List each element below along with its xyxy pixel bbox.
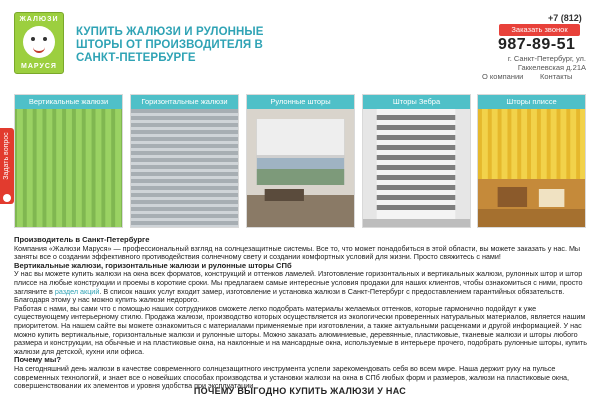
blinds-paragraph-text-a: У нас вы можете купить жалюзи на окна всех форматов, конструкций и оттенков ламелей. Изготовление горизонтальных и вертикальных жалюзи, рулонных штор и штор плиссе на любые конструкции и проемы в короткие сроки. Мы предлагаем самые интересные условия продажи для наших клиентов, чтобы ознакомиться с ними, просто загляните в: [14, 269, 583, 296]
address-line-2: Гаккелевская д.21А: [517, 62, 586, 72]
category-pleated-blinds[interactable]: [477, 94, 586, 228]
logo-text-top: ЖАЛЮЗИ: [19, 16, 59, 23]
logo-text-bottom: МАРУСЯ: [21, 63, 57, 70]
main-content: [14, 236, 588, 391]
phone-number: 987-89-51: [498, 36, 576, 53]
section-heading-why-us: Почему мы?: [14, 355, 62, 365]
roller-blinds-image: [247, 109, 354, 228]
section-heading-producer: Производитель в Санкт-Петербурге: [14, 235, 150, 244]
why-us-paragraph: На сегодняшний день жалюзи в качестве современного солнцезащитного инструмента успели зарекомендовать себя во всем мире. Наша держит руку на пульсе современных технологий, и знает все о новейших способах производства и установки жалюзи на окна в СПб любых форм и размеров, жалюзи на пластиковые окна, совершенствовании их элементов и уровня удобства при эксплуатации.: [14, 363, 570, 391]
logo[interactable]: [14, 12, 64, 74]
blinds-paragraph: [14, 270, 588, 304]
phone-code: +7 (812): [548, 13, 582, 23]
pleated-blinds-image: [478, 109, 585, 228]
category-label: Рулонные шторы: [247, 95, 354, 109]
address: [470, 55, 586, 72]
category-roller-blinds[interactable]: [246, 94, 355, 228]
category-label: Горизонтальные жалюзи: [131, 95, 238, 109]
order-call-button[interactable]: Заказать звонок: [499, 24, 580, 36]
category-vertical-blinds[interactable]: [14, 94, 123, 228]
category-label: Шторы плиссе: [478, 95, 585, 109]
section-heading-blinds: Вертикальные жалюзи, горизонтальные жалюзи и рулонные шторы СПб: [14, 260, 292, 270]
why-buy-heading: ПОЧЕМУ ВЫГОДНО КУПИТЬ ЖАЛЮЗИ У НАС: [193, 386, 407, 396]
promotions-link[interactable]: раздел акций: [54, 286, 100, 296]
ask-question-tab[interactable]: [0, 128, 14, 204]
vertical-blinds-image: [15, 109, 122, 228]
nav-contacts-link[interactable]: Контакты: [540, 72, 573, 81]
category-label: Вертикальные жалюзи: [15, 95, 122, 109]
category-label: Шторы Зебра: [363, 95, 470, 109]
category-horizontal-blinds[interactable]: [130, 94, 239, 228]
header: [0, 0, 600, 92]
logo-face-icon: [23, 26, 55, 58]
address-line-1: г. Санкт-Петербург, ул.: [507, 54, 586, 63]
nav-about-link[interactable]: О компании: [482, 72, 524, 81]
zebra-blinds-image: [363, 109, 470, 228]
category-tiles: [14, 94, 586, 228]
question-icon: [3, 194, 11, 202]
category-zebra-blinds[interactable]: [362, 94, 471, 228]
materials-paragraph: Работая с нами, вы сами что с помощью наших сотрудников сможете легко подобрать материалы желаемых оттенков, которые гармонично подойдут к уже существующему интерьерному стилю. Продажа жалюзи, производство которых осуществляется из экологически проверенных натуральных материалов, является нашим приоритетом. На нашем сайте вы можете ознакомиться с материалами применяемые при изготовлении, а также актуальными расценками и другой информацией. У нас можно купить вертикальные, горизонтальные жалюзи и рулонные шторы. Можно заказать алюминиевые, деревянные, пластиковые, тканевые жалюзи и шторы любого размера и конструкции, на обычные и на пластиковые окна, на наклонные и на мансардные окна, используемые в интерьере прочего, подобрать рулонные шторы, купить жалюзи для детской, кухни или офиса.: [14, 303, 587, 356]
intro-paragraph: Компания «Жалюзи Маруся» — профессиональный взгляд на солнцезащитные системы. Все то, что может понадобиться в этой области, вы можете заказать у нас. Мы заняты все о создании эффективного противодействия солнечному свету и создании комфортных условий для жизни. Просто свяжитесь с нами!: [14, 243, 581, 262]
horizontal-blinds-image: [131, 109, 238, 228]
blinds-paragraph-text-b: . В список наших услуг входит замер, изготовление и установка жалюзи в Санкт-Петербург с предоставлением гарантийных обязательств. Благодаря этому у нас можно купить жалюзи недорого.: [14, 286, 565, 305]
site-tagline: КУПИТЬ ЖАЛЮЗИ И РУЛОННЫЕ ШТОРЫ ОТ ПРОИЗВОДИТЕЛЯ В САНКТ-ПЕТЕРБУРГЕ: [76, 26, 264, 64]
ask-question-label: Задать вопрос: [3, 132, 10, 180]
